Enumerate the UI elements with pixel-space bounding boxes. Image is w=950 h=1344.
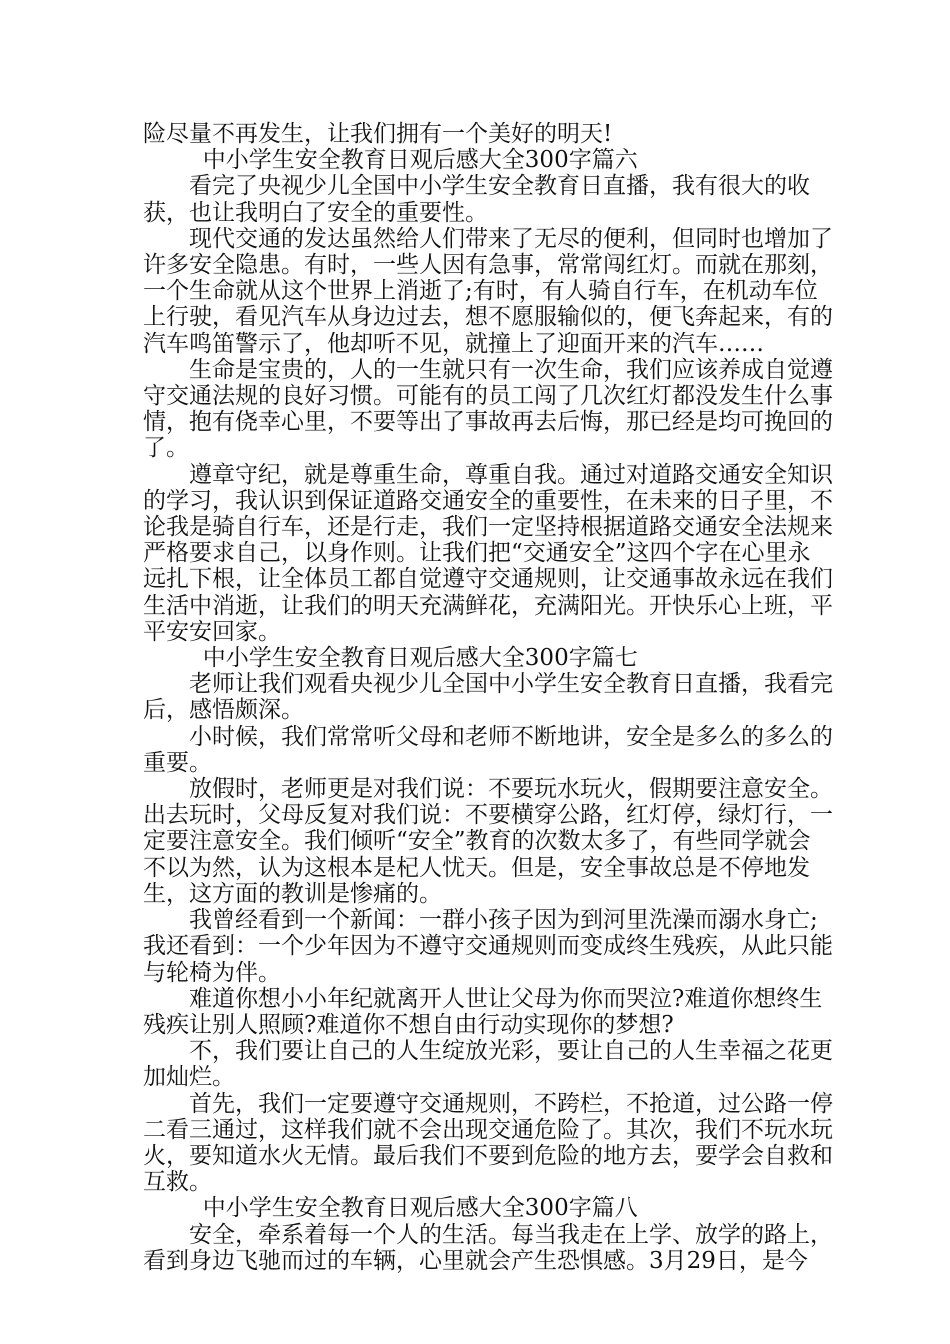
- section-heading-6: 中小学生安全教育日观后感大全300字篇六: [202, 147, 638, 174]
- paragraph: 不，我们要让自己的人生绽放光彩，要让自己的人生幸福之花更加灿烂。: [143, 1038, 833, 1091]
- document-body: [143, 121, 833, 1274]
- paragraph: 放假时，老师更是对我们说：不要玩水玩火，假期要注意安全。出去玩时，父母反复对我们说：不要横穿公路，红灯停，绿灯行，一定要注意安全。我们倾听“安全”教育的次数太多了，有些同学就会不以为然，认为这根本是杞人忧天。但是，安全事故总是不停地发生，这方面的教训是惨痛的。: [143, 776, 833, 907]
- section-heading-7: 中小学生安全教育日观后感大全300字篇七: [202, 645, 638, 672]
- paragraph: 我曾经看到一个新闻：一群小孩子因为到河里洗澡而溺水身亡;我还看到：一个少年因为不遵守交通规则而变成终生残疾，从此只能与轮椅为伴。: [143, 907, 833, 986]
- paragraph: 首先，我们一定要遵守交通规则，不跨栏，不抢道，过公路一停二看三通过，这样我们就不会出现交通危险了。其次，我们不玩水玩火，要知道水火无情。最后我们不要到危险的地方去，要学会自救和互救。: [143, 1090, 833, 1196]
- paragraph: 遵章守纪，就是尊重生命，尊重自我。通过对道路交通安全知识的学习，我认识到保证道路交通安全的重要性，在未来的日子里，不论我是骑自行车，还是行走，我们一定坚持根据道路交通安全法规来严格要求自己，以身作则。让我们把“交通安全”这四个字在心里永远扎下根，让全体员工都自觉遵守交通规则，让交通事故永远在我们生活中消逝，让我们的明天充满鲜花，充满阳光。开快乐心上班，平平安安回家。: [143, 461, 833, 645]
- paragraph: 小时候，我们常常听父母和老师不断地讲，安全是多么的多么的重要。: [143, 723, 833, 776]
- paragraph: 老师让我们观看央视少儿全国中小学生安全教育日直播，我看完后，感悟颇深。: [143, 671, 833, 724]
- paragraph: 现代交通的发达虽然给人们带来了无尽的便利，但同时也增加了许多安全隐患。有时，一些人因有急事，常常闯红灯。而就在那刻，一个生命就从这个世界上消逝了;有时，有人骑自行车，在机动车位上行驶，看见汽车从身边过去，想不愿服输似的，便飞奔起来，有的汽车鸣笛警示了，他却听不见，就撞上了迎面开来的汽车……: [143, 225, 833, 357]
- paragraph-continuation: 险尽量不再发生，让我们拥有一个美好的明天!: [143, 121, 613, 147]
- paragraph: 安全，牵系着每一个人的生活。每当我走在上学、放学的路上，看到身边飞驰而过的车辆，心里就会产生恐惧感。3月29日，是今: [143, 1221, 833, 1274]
- paragraph: 看完了央视少儿全国中小学生安全教育日直播，我有很大的收获，也让我明白了安全的重要性。: [143, 173, 810, 226]
- paragraph: 生命是宝贵的，人的一生就只有一次生命，我们应该养成自觉遵守交通法规的良好习惯。可能有的员工闯了几次红灯都没发生什么事情，抱有侥幸心里，不要等出了事故再去后悔，那已经是均可挽回的了。: [143, 356, 833, 462]
- section-heading-8: 中小学生安全教育日观后感大全300字篇八: [202, 1195, 638, 1222]
- paragraph: 难道你想小小年纪就离开人世让父母为你而哭泣?难道你想终生残疾让别人照顾?难道你不想自由行动实现你的梦想?: [143, 985, 823, 1038]
